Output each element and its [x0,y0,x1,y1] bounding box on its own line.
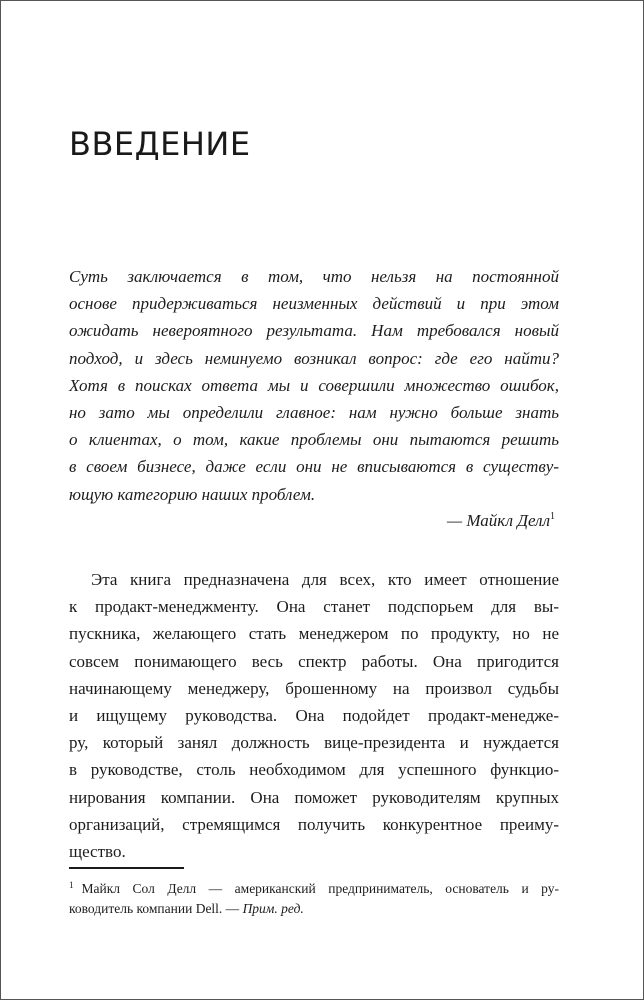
body-line: в руководстве, столь необходимом для успешного функцио- [69,760,559,780]
footnote-divider [69,867,184,869]
epigraph-line: о клиентах, о том, какие проблемы они пытаются решить [69,430,559,450]
footnote-text: Майкл Сол Делл — американский предприниматель, основатель и ру- [81,881,559,896]
epigraph [69,263,559,508]
footnote-line [69,875,559,899]
body-line: Эта книга предназначена для всех, кто имеет отношение [91,570,559,589]
epigraph-line: ожидать невероятного результата. Нам требовался новый [69,321,559,341]
chapter-title: ВВЕДЕНИЕ [69,125,251,163]
epigraph-line: основе придерживаться неизменных действий и при этом [69,294,559,314]
footnote-line [69,899,559,919]
body-line: нирования компании. Она поможет руководителям крупных [69,787,559,807]
epigraph-line: подход, и здесь неминуемо возникал вопрос: где его найти? [69,348,559,368]
body-line: ру, который занял должность вице-президента и нуждается [69,733,559,753]
attribution-author: — Майкл Делл [446,511,550,530]
body-line: организаций, стремящимся получить конкурентное преиму- [69,814,559,834]
epigraph-attribution [447,511,555,531]
epigraph-line: Хотя в поисках ответа мы и совершили множество ошибок, [69,375,559,395]
body-line: совсем понимающего весь спектр работы. Она пригодится [69,651,559,671]
body-line: к продакт-менеджменту. Она станет подспорьем для вы- [69,597,559,617]
footnote-text: ководитель компании Dell. — [69,901,243,916]
body-line: пускника, желающего стать менеджером по продукту, но не [69,624,559,644]
footnote-editor-note: Прим. ред. [242,901,304,916]
footnote-marker: 1 [69,880,74,890]
epigraph-line: ющую категорию наших проблем. [69,484,316,504]
footnote [69,875,559,919]
epigraph-line: но зато мы определили главное: нам нужно больше знать [69,403,559,423]
body-line: щество. [69,842,126,862]
footnote-reference[interactable]: 1 [550,511,555,522]
epigraph-line: в своем бизнесе, даже если они не вписываются в существу- [69,457,559,477]
epigraph-line: Суть заключается в том, что нельзя на постоянной [69,267,559,286]
body-paragraph [69,566,559,865]
body-line: начинающему менеджеру, брошенному на произвол судьбы [69,678,559,698]
body-line: и ищущему руководства. Она подойдет продакт-менедже- [69,706,559,726]
